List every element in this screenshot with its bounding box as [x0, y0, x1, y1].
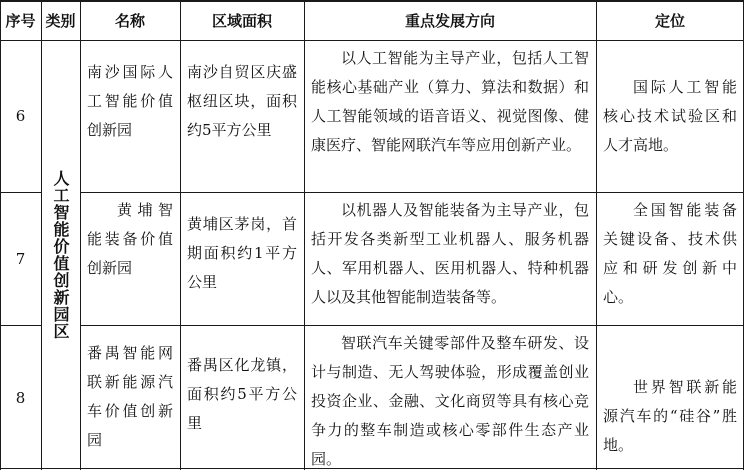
column-divider [304, 0, 305, 470]
row-seq: 7 [15, 249, 26, 268]
row-direction: 以人工智能为主导产业，包括人工智能核心基础产业（算力、算法和数据）和人工智能领域的语音语义、视觉图像、健康医疗、智能网联汽车等应用创新产业。 [311, 49, 589, 154]
header-seq: 序号 [0, 0, 41, 40]
row-positioning: 全国智能装备关键设备、技术供应和研发创新中心。 [603, 201, 737, 306]
header-direction: 重点发展方向 [304, 0, 596, 40]
row-seq: 8 [15, 388, 26, 407]
column-divider [596, 0, 597, 470]
header-divider [0, 40, 744, 41]
row-divider [0, 325, 41, 326]
table-border-left [0, 0, 1, 470]
row-name: 黄埔智能装备价值创新园 [87, 201, 173, 277]
category-cell: 人工智能价值创新园区 [51, 170, 70, 340]
header-area: 区域面积 [180, 0, 304, 40]
row-name: 南沙国际人工智能价值创新园 [87, 63, 173, 139]
header-positioning: 定位 [596, 0, 744, 40]
row-positioning: 国际人工智能核心技术试验区和人才高地。 [603, 78, 737, 154]
row-name: 番禺智能网联新能源汽车价值创新园 [87, 344, 173, 449]
header-category: 类别 [41, 0, 80, 40]
row-direction: 以机器人及智能装备为主导产业，包括开发各类新型工业机器人、服务机器人、军用机器人、医用机器人、特种机器人以及其他智能制造装备等。 [311, 201, 589, 306]
table-border-bottom [0, 468, 744, 469]
header-name: 名称 [80, 0, 180, 40]
column-divider [80, 0, 81, 470]
table-border-top [0, 0, 744, 2]
row-seq: 6 [15, 107, 26, 125]
row-area: 南沙自贸区庆盛枢纽区块，面积约5平方公里 [187, 63, 297, 139]
row-area: 番禺区化龙镇，面积约5平方公里 [187, 356, 297, 432]
column-divider [180, 0, 181, 470]
row-divider [0, 192, 41, 193]
row-positioning: 世界智联新能源汽车的“硅谷”胜地。 [603, 378, 737, 454]
row-area: 黄埔区茅岗，首期面积约1平方公里 [187, 215, 297, 291]
row-direction: 智联汽车关键零部件及整车研发、设计与制造、无人驾驶体验，形成覆盖创业投资企业、金融、文化商贸等具有核心竞争力的整车制造或核心零部件生态产业园。 [311, 334, 589, 468]
column-divider [41, 0, 42, 470]
